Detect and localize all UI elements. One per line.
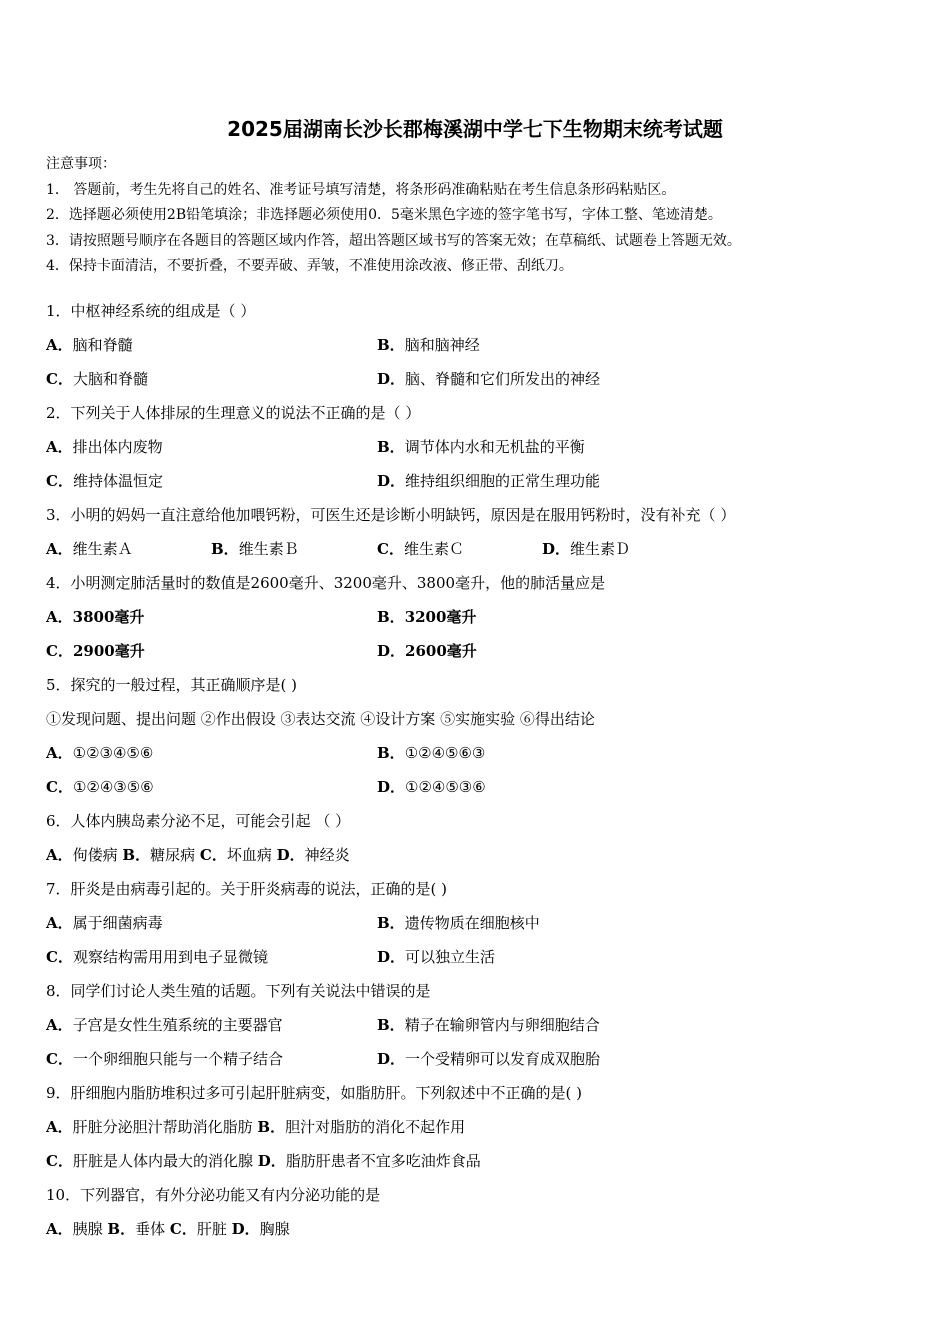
notice-section [46,152,916,280]
option-a: A．脑和脊髓 [46,336,133,354]
question-stem: 5．探究的一般过程，其正确顺序是( ) [46,676,298,694]
option-b: B．遗传物质在细胞核中 [377,914,540,932]
option-row [46,468,906,502]
option-b: B．调节体内水和无机盐的平衡 [377,438,585,456]
question-stem: 4．小明测定肺活量时的数值是2600毫升、3200毫升、3800毫升，他的肺活量应是 [46,574,606,592]
option-a: A．肝脏分泌胆汁帮助消化脂肪 [46,1118,258,1136]
question-stem: 2．下列关于人体排尿的生理意义的说法不正确的是（ ） [46,404,421,422]
option-b: B．精子在输卵管内与卵细胞结合 [377,1016,600,1034]
option-c: C．①②④③⑤⑥ [46,778,154,796]
option-d: D．一个受精卵可以发育成双胞胎 [377,1050,601,1068]
option-c: C．肝脏 [169,1220,232,1238]
option-a: A．佝偻病 [46,846,123,864]
option-row [46,910,906,944]
option-row [46,604,906,638]
page-title: 2025届湖南长沙长郡梅溪湖中学七下生物期末统考试题 [227,117,723,141]
option-c: C．观察结构需用用到电子显微镜 [46,948,268,966]
question-stem: 10．下列器官，有外分泌功能又有内分泌功能的是 [46,1186,381,1204]
option-row [46,944,906,978]
option-a: A．维生素Ａ [46,540,133,558]
option-a: A．①②③④⑤⑥ [46,744,154,762]
notice-item: 2．选择题必须使用2B铅笔填涂；非选择题必须使用0．5毫米黑色字迹的签字笔书写，字体工整、笔迹清楚。 [46,207,722,223]
option-row [46,638,906,672]
option-row [46,842,906,876]
notice-heading: 注意事项： [46,156,116,172]
option-d: D．神经炎 [276,846,350,864]
option-row [46,1046,906,1080]
notice-item: 4．保持卡面清洁，不要折叠，不要弄破、弄皱，不准使用涂改液、修正带、刮纸刀。 [46,258,573,274]
option-a: A．排出体内废物 [46,438,163,456]
option-b: B．3200毫升 [377,608,477,626]
option-c: C．维生素Ｃ [377,540,464,558]
option-row [46,774,906,808]
option-d: D．脑、脊髓和它们所发出的神经 [377,370,601,388]
question-list [46,298,906,1250]
option-b: B．垂体 [107,1220,170,1238]
option-b: B．脑和脑神经 [377,336,480,354]
option-row [46,1012,906,1046]
option-d: D．2600毫升 [377,642,477,660]
option-a: A．子宫是女性生殖系统的主要器官 [46,1016,283,1034]
option-c: C．大脑和脊髓 [46,370,148,388]
option-d: D．①②④⑤③⑥ [377,778,486,796]
option-b: B．维生素Ｂ [211,540,299,558]
option-d: D．维持组织细胞的正常生理功能 [377,472,601,490]
option-row [46,434,906,468]
option-a: A．3800毫升 [46,608,145,626]
question-stem: 7．肝炎是由病毒引起的。关于肝炎病毒的说法，正确的是( ) [46,880,448,898]
question-stem: 8．同学们讨论人类生殖的话题。下列有关说法中错误的是 [46,982,431,1000]
notice-item: 1． 答题前，考生先将自己的姓名、准考证号填写清楚，将条形码准确粘贴在考生信息条形码粘贴区。 [46,181,676,198]
question-stem: 9．肝细胞内脂肪堆积过多可引起肝脏病变，如脂肪肝。下列叙述中不正确的是( ) [46,1084,583,1102]
option-d: D．可以独立生活 [377,948,496,966]
option-d: D．维生素Ｄ [542,540,631,558]
question-extra: ①发现问题、提出问题 ②作出假设 ③表达交流 ④设计方案 ⑤实施实验 ⑥得出结论 [46,710,595,728]
option-row [46,1216,906,1250]
question-stem: 3．小明的妈妈一直注意给他加喂钙粉，可医生还是诊断小明缺钙，原因是在服用钙粉时，没有补充（ ） [46,506,736,524]
option-c: C．坏血病 [199,846,277,864]
option-a: A．胰腺 [46,1220,108,1238]
option-a: A．属于细菌病毒 [46,914,163,932]
option-d: D．胸腺 [231,1220,290,1238]
option-c: C．一个卵细胞只能与一个精子结合 [46,1050,283,1068]
option-row [46,1148,906,1182]
option-row [46,1114,906,1148]
option-c: C．维持体温恒定 [46,472,163,490]
notice-item: 3．请按照题号顺序在各题目的答题区域内作答，超出答题区域书写的答案无效；在草稿纸、试题卷上答题无效。 [46,232,741,249]
option-c: C．肝脏是人体内最大的消化腺 [46,1152,258,1170]
option-d: D．脂肪肝患者不宜多吃油炸食品 [257,1152,481,1170]
question-stem: 6．人体内胰岛素分泌不足，可能会引起 （ ） [46,812,351,830]
option-c: C．2900毫升 [46,642,145,660]
option-row [46,366,906,400]
option-b: B．胆汁对脂肪的消化不起作用 [257,1118,466,1136]
option-row [46,332,906,366]
option-b: B．糖尿病 [122,846,200,864]
option-row [46,536,906,570]
question-stem: 1．中枢神经系统的组成是（ ） [46,302,256,320]
option-row [46,740,906,774]
option-b: B．①②④⑤⑥③ [377,744,486,762]
